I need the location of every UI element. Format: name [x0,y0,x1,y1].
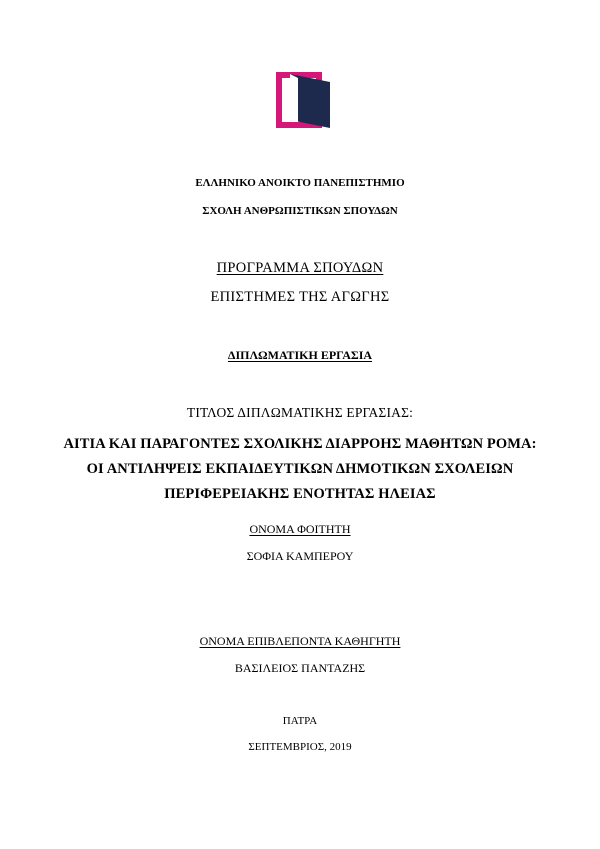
thesis-title-line-1: ΑΙΤΙΑ ΚΑΙ ΠΑΡΑΓΟΝΤΕΣ ΣΧΟΛΙΚΗΣ ΔΙΑΡΡΟΗΣ ΜΑΘΗΤΩΝ ΡΟΜΑ: [63,436,537,452]
student-label: ΟΝΟΜΑ ΦΟΙΤΗΤΗ [249,522,351,536]
university-logo-icon [276,72,330,128]
supervisor-label: ΟΝΟΜΑ ΕΠΙΒΛΕΠΟΝΤΑ ΚΑΘΗΓΗΤΗ [199,634,401,648]
thesis-title-line-3: ΠΕΡΙΦΕΡΕΙΑΚΗΣ ΕΝΟΤΗΤΑΣ ΗΛΕΙΑΣ [164,486,436,502]
date: ΣΕΠΤΕΜΒΡΙΟΣ, 2019 [248,741,352,753]
program-label: ΠΡΟΓΡΑΜΜΑ ΣΠΟΥΔΩΝ [216,260,384,276]
place: ΠΑΤΡΑ [282,715,318,727]
university-name: ΕΛΛΗΝΙΚΟ ΑΝΟΙΚΤΟ ΠΑΝΕΠΙΣΤΗΜΙΟ [195,177,405,189]
document-type: ΔΙΠΛΩΜΑΤΙΚΗ ΕΡΓΑΣΙΑ [227,348,373,362]
supervisor-name: ΒΑΣΙΛΕΙΟΣ ΠΑΝΤΑΖΗΣ [234,661,366,675]
thesis-title-label: ΤΙΤΛΟΣ ΔΙΠΛΩΜΑΤΙΚΗΣ ΕΡΓΑΣΙΑΣ: [186,405,414,420]
school-name: ΣΧΟΛΗ ΑΝΘΡΩΠΙΣΤΙΚΩΝ ΣΠΟΥΔΩΝ [202,205,398,217]
thesis-title-line-2: ΟΙ ΑΝΤΙΛΗΨΕΙΣ ΕΚΠΑΙΔΕΥΤΙΚΩΝ ΔΗΜΟΤΙΚΩΝ ΣΧΟΛΕΙΩΝ [86,461,514,477]
program-name: ΕΠΙΣΤΗΜΕΣ ΤΗΣ ΑΓΩΓΗΣ [210,289,390,305]
student-name: ΣΟΦΙΑ ΚΑΜΠΕΡΟΥ [246,549,354,563]
